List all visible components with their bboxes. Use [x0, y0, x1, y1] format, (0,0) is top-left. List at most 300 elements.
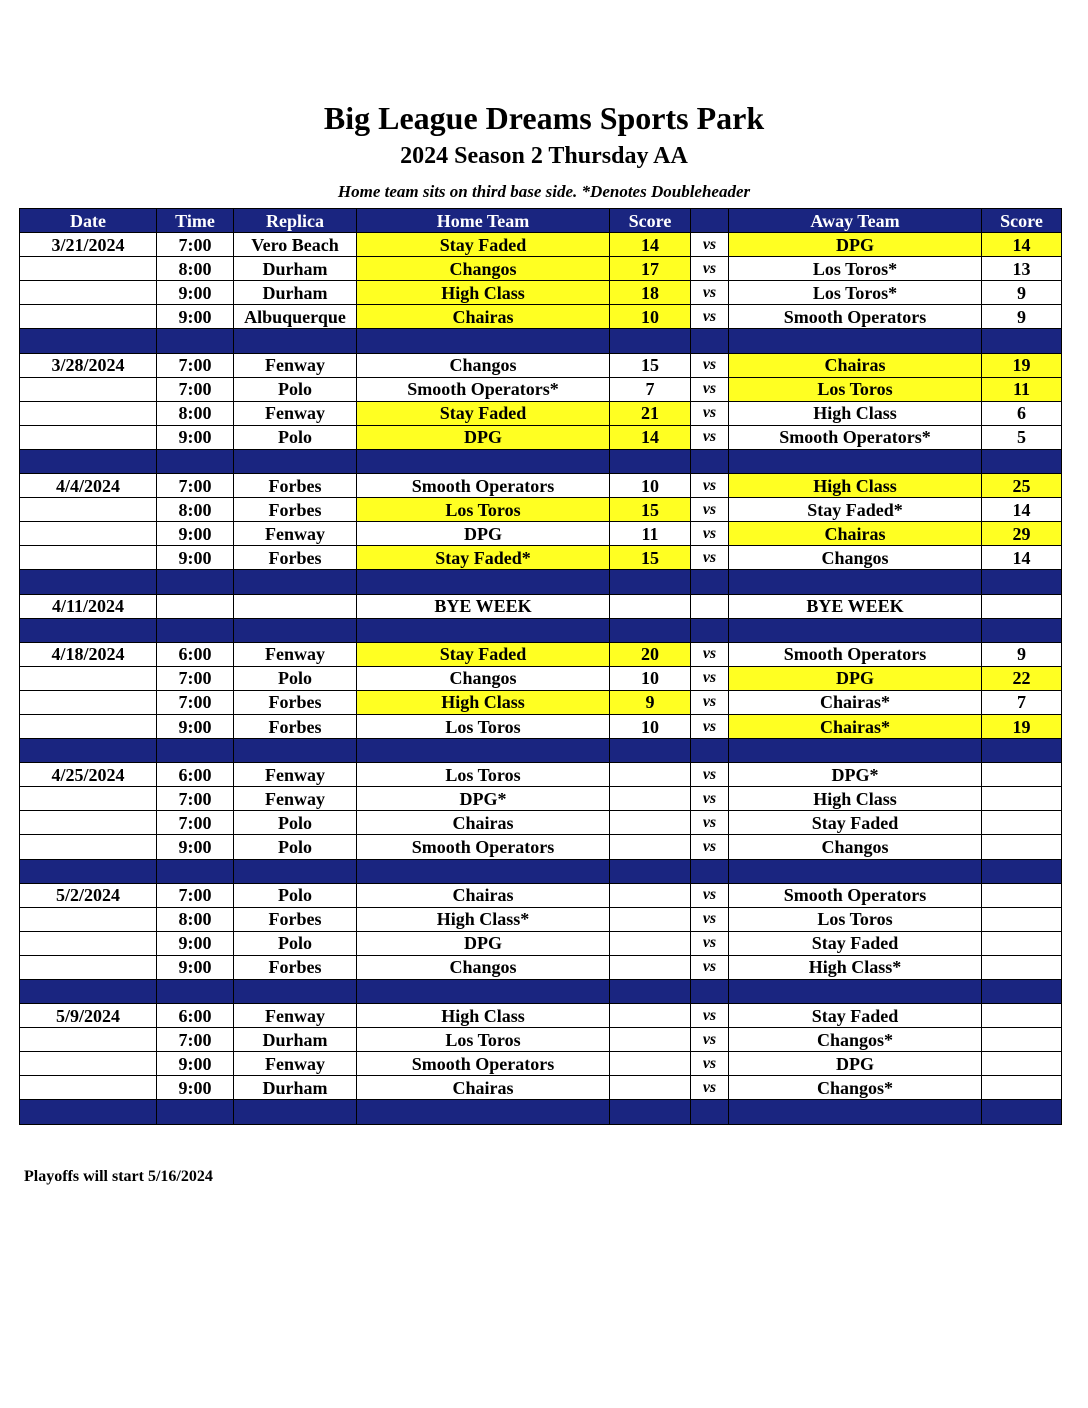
- away-score-cell: 19: [982, 714, 1062, 738]
- home-score-cell: 10: [610, 666, 691, 690]
- separator-cell: [234, 859, 357, 883]
- game-row: [20, 546, 1062, 570]
- separator-cell: [20, 1100, 157, 1124]
- separator-cell: [729, 618, 982, 642]
- away-score-cell: 5: [982, 425, 1062, 449]
- vs-cell: vs: [691, 546, 729, 570]
- playoffs-note: Playoffs will start 5/16/2024: [24, 1168, 213, 1185]
- game-row: [20, 763, 1062, 787]
- separator-cell: [157, 739, 234, 763]
- week-separator-row: [20, 980, 1062, 1004]
- header-vs: [691, 209, 729, 233]
- away-score-cell: [982, 1028, 1062, 1052]
- replica-cell: Polo: [234, 377, 357, 401]
- header-home-score: Score: [610, 209, 691, 233]
- home-score-cell: 20: [610, 642, 691, 666]
- away-score-cell: [982, 931, 1062, 955]
- date-cell: [20, 257, 157, 281]
- away-team-cell: DPG: [729, 666, 982, 690]
- away-team-cell: DPG*: [729, 763, 982, 787]
- separator-cell: [20, 329, 157, 353]
- away-team-cell: Smooth Operators: [729, 883, 982, 907]
- date-cell: [20, 401, 157, 425]
- away-score-cell: 6: [982, 401, 1062, 425]
- away-team-cell: Stay Faded: [729, 1004, 982, 1028]
- game-row: [20, 257, 1062, 281]
- replica-cell: Forbes: [234, 907, 357, 931]
- separator-cell: [982, 859, 1062, 883]
- away-score-cell: [982, 883, 1062, 907]
- date-cell: [20, 1052, 157, 1076]
- separator-cell: [729, 739, 982, 763]
- date-cell: [20, 690, 157, 714]
- home-score-cell: [610, 1076, 691, 1100]
- home-team-cell: High Class*: [357, 907, 610, 931]
- replica-cell: Fenway: [234, 522, 357, 546]
- home-score-cell: 10: [610, 305, 691, 329]
- week-separator-row: [20, 329, 1062, 353]
- schedule-note: Home team sits on third base side. *Denotes Doubleheader: [337, 182, 751, 201]
- home-score-cell: [610, 1052, 691, 1076]
- date-cell: [20, 931, 157, 955]
- separator-cell: [982, 739, 1062, 763]
- replica-cell: Forbes: [234, 690, 357, 714]
- vs-cell: vs: [691, 714, 729, 738]
- header-time: Time: [157, 209, 234, 233]
- date-cell: [20, 714, 157, 738]
- vs-cell: vs: [691, 787, 729, 811]
- separator-cell: [691, 618, 729, 642]
- vs-cell: vs: [691, 811, 729, 835]
- away-team-cell: Stay Faded: [729, 811, 982, 835]
- away-score-cell: 13: [982, 257, 1062, 281]
- separator-cell: [729, 980, 982, 1004]
- home-score-cell: [610, 787, 691, 811]
- separator-cell: [729, 449, 982, 473]
- separator-cell: [157, 859, 234, 883]
- header-replica: Replica: [234, 209, 357, 233]
- home-team-cell: Stay Faded*: [357, 546, 610, 570]
- vs-cell: vs: [691, 666, 729, 690]
- date-cell: [20, 305, 157, 329]
- game-row: [20, 642, 1062, 666]
- game-row: [20, 233, 1062, 257]
- away-score-cell: [982, 1004, 1062, 1028]
- home-team-cell: DPG*: [357, 787, 610, 811]
- time-cell: 9:00: [157, 546, 234, 570]
- home-score-cell: 17: [610, 257, 691, 281]
- replica-cell: Durham: [234, 1028, 357, 1052]
- game-row: [20, 353, 1062, 377]
- time-cell: 7:00: [157, 474, 234, 498]
- game-row: [20, 1004, 1062, 1028]
- time-cell: 8:00: [157, 257, 234, 281]
- away-score-cell: [982, 787, 1062, 811]
- vs-cell: [691, 594, 729, 618]
- date-cell: [20, 1076, 157, 1100]
- away-team-cell: Los Toros*: [729, 257, 982, 281]
- date-cell: 3/21/2024: [20, 233, 157, 257]
- time-cell: 9:00: [157, 522, 234, 546]
- home-team-cell: Smooth Operators: [357, 1052, 610, 1076]
- vs-cell: vs: [691, 425, 729, 449]
- page-subtitle: 2024 Season 2 Thursday AA: [400, 143, 688, 169]
- game-row: [20, 377, 1062, 401]
- away-team-cell: Changos*: [729, 1028, 982, 1052]
- date-cell: 5/9/2024: [20, 1004, 157, 1028]
- home-team-cell: Changos: [357, 955, 610, 979]
- vs-cell: vs: [691, 1004, 729, 1028]
- separator-cell: [729, 570, 982, 594]
- bye-week-row: [20, 594, 1062, 618]
- home-score-cell: 11: [610, 522, 691, 546]
- time-cell: 8:00: [157, 907, 234, 931]
- away-team-cell: Stay Faded*: [729, 498, 982, 522]
- separator-cell: [691, 449, 729, 473]
- away-score-cell: 9: [982, 281, 1062, 305]
- replica-cell: Polo: [234, 666, 357, 690]
- separator-cell: [357, 739, 610, 763]
- time-cell: 7:00: [157, 377, 234, 401]
- away-team-cell: High Class: [729, 787, 982, 811]
- game-row: [20, 931, 1062, 955]
- replica-cell: Albuquerque: [234, 305, 357, 329]
- date-cell: [20, 666, 157, 690]
- separator-cell: [610, 1100, 691, 1124]
- separator-cell: [610, 570, 691, 594]
- game-row: [20, 666, 1062, 690]
- home-score-cell: 15: [610, 353, 691, 377]
- schedule-body: [20, 233, 1062, 1124]
- time-cell: 7:00: [157, 1028, 234, 1052]
- separator-cell: [157, 570, 234, 594]
- away-team-cell: BYE WEEK: [729, 594, 982, 618]
- game-row: [20, 835, 1062, 859]
- separator-cell: [610, 449, 691, 473]
- separator-cell: [357, 449, 610, 473]
- separator-cell: [20, 739, 157, 763]
- replica-cell: Fenway: [234, 763, 357, 787]
- replica-cell: Polo: [234, 425, 357, 449]
- home-team-cell: Changos: [357, 257, 610, 281]
- home-score-cell: [610, 1004, 691, 1028]
- away-score-cell: [982, 594, 1062, 618]
- away-team-cell: High Class: [729, 474, 982, 498]
- home-team-cell: Stay Faded: [357, 401, 610, 425]
- game-row: [20, 474, 1062, 498]
- replica-cell: Vero Beach: [234, 233, 357, 257]
- home-team-cell: Stay Faded: [357, 233, 610, 257]
- home-team-cell: DPG: [357, 931, 610, 955]
- replica-cell: Fenway: [234, 787, 357, 811]
- away-team-cell: Smooth Operators: [729, 305, 982, 329]
- away-team-cell: Changos: [729, 546, 982, 570]
- date-cell: 4/11/2024: [20, 594, 157, 618]
- game-row: [20, 1076, 1062, 1100]
- away-score-cell: 7: [982, 690, 1062, 714]
- home-score-cell: [610, 811, 691, 835]
- time-cell: 9:00: [157, 425, 234, 449]
- home-team-cell: Smooth Operators*: [357, 377, 610, 401]
- separator-cell: [357, 859, 610, 883]
- replica-cell: Durham: [234, 1076, 357, 1100]
- home-score-cell: 9: [610, 690, 691, 714]
- schedule-table: [19, 208, 1062, 1125]
- separator-cell: [234, 1100, 357, 1124]
- time-cell: 9:00: [157, 1076, 234, 1100]
- date-cell: [20, 787, 157, 811]
- separator-cell: [982, 449, 1062, 473]
- away-score-cell: 25: [982, 474, 1062, 498]
- time-cell: 7:00: [157, 666, 234, 690]
- home-score-cell: 10: [610, 474, 691, 498]
- replica-cell: Forbes: [234, 546, 357, 570]
- home-team-cell: Los Toros: [357, 763, 610, 787]
- date-cell: [20, 907, 157, 931]
- vs-cell: vs: [691, 233, 729, 257]
- away-score-cell: 9: [982, 642, 1062, 666]
- week-separator-row: [20, 739, 1062, 763]
- time-cell: 9:00: [157, 714, 234, 738]
- away-score-cell: [982, 955, 1062, 979]
- date-cell: [20, 522, 157, 546]
- away-team-cell: Chairas*: [729, 714, 982, 738]
- time-cell: 7:00: [157, 787, 234, 811]
- time-cell: 7:00: [157, 690, 234, 714]
- replica-cell: Forbes: [234, 474, 357, 498]
- separator-cell: [234, 618, 357, 642]
- separator-cell: [234, 739, 357, 763]
- vs-cell: vs: [691, 401, 729, 425]
- separator-cell: [20, 980, 157, 1004]
- vs-cell: vs: [691, 835, 729, 859]
- game-row: [20, 1028, 1062, 1052]
- away-score-cell: 14: [982, 498, 1062, 522]
- home-team-cell: High Class: [357, 281, 610, 305]
- game-row: [20, 1052, 1062, 1076]
- separator-cell: [691, 739, 729, 763]
- separator-cell: [157, 1100, 234, 1124]
- replica-cell: Polo: [234, 931, 357, 955]
- separator-cell: [357, 618, 610, 642]
- week-separator-row: [20, 859, 1062, 883]
- vs-cell: vs: [691, 1076, 729, 1100]
- time-cell: 6:00: [157, 763, 234, 787]
- away-team-cell: Los Toros: [729, 377, 982, 401]
- away-score-cell: [982, 763, 1062, 787]
- away-team-cell: Smooth Operators: [729, 642, 982, 666]
- home-team-cell: Changos: [357, 666, 610, 690]
- home-score-cell: [610, 1028, 691, 1052]
- game-row: [20, 714, 1062, 738]
- separator-cell: [357, 329, 610, 353]
- home-score-cell: 15: [610, 546, 691, 570]
- date-cell: [20, 498, 157, 522]
- separator-cell: [610, 329, 691, 353]
- time-cell: 9:00: [157, 955, 234, 979]
- date-cell: [20, 377, 157, 401]
- separator-cell: [691, 1100, 729, 1124]
- away-team-cell: Changos*: [729, 1076, 982, 1100]
- separator-cell: [20, 859, 157, 883]
- game-row: [20, 401, 1062, 425]
- separator-cell: [982, 329, 1062, 353]
- separator-cell: [610, 859, 691, 883]
- home-score-cell: 18: [610, 281, 691, 305]
- away-team-cell: Chairas*: [729, 690, 982, 714]
- time-cell: 7:00: [157, 811, 234, 835]
- home-score-cell: 21: [610, 401, 691, 425]
- vs-cell: vs: [691, 642, 729, 666]
- vs-cell: vs: [691, 955, 729, 979]
- home-score-cell: 10: [610, 714, 691, 738]
- away-team-cell: Changos: [729, 835, 982, 859]
- away-score-cell: 29: [982, 522, 1062, 546]
- separator-cell: [982, 570, 1062, 594]
- vs-cell: vs: [691, 257, 729, 281]
- replica-cell: Fenway: [234, 1004, 357, 1028]
- home-team-cell: Chairas: [357, 305, 610, 329]
- header-away-score: Score: [982, 209, 1062, 233]
- date-cell: 5/2/2024: [20, 883, 157, 907]
- date-cell: [20, 1028, 157, 1052]
- separator-cell: [691, 980, 729, 1004]
- away-team-cell: Chairas: [729, 522, 982, 546]
- time-cell: 9:00: [157, 1052, 234, 1076]
- away-score-cell: [982, 835, 1062, 859]
- separator-cell: [729, 1100, 982, 1124]
- date-cell: 3/28/2024: [20, 353, 157, 377]
- table-header-row: [20, 209, 1062, 233]
- replica-cell: Polo: [234, 883, 357, 907]
- separator-cell: [234, 329, 357, 353]
- home-score-cell: [610, 835, 691, 859]
- date-cell: 4/4/2024: [20, 474, 157, 498]
- home-team-cell: Chairas: [357, 811, 610, 835]
- time-cell: [157, 594, 234, 618]
- replica-cell: [234, 594, 357, 618]
- vs-cell: vs: [691, 763, 729, 787]
- home-score-cell: 14: [610, 425, 691, 449]
- separator-cell: [20, 618, 157, 642]
- separator-cell: [982, 618, 1062, 642]
- away-score-cell: 9: [982, 305, 1062, 329]
- separator-cell: [357, 980, 610, 1004]
- away-score-cell: 14: [982, 233, 1062, 257]
- home-score-cell: 15: [610, 498, 691, 522]
- away-score-cell: 22: [982, 666, 1062, 690]
- vs-cell: vs: [691, 907, 729, 931]
- away-score-cell: [982, 907, 1062, 931]
- replica-cell: Fenway: [234, 353, 357, 377]
- separator-cell: [157, 980, 234, 1004]
- date-cell: [20, 281, 157, 305]
- time-cell: 8:00: [157, 498, 234, 522]
- time-cell: 7:00: [157, 883, 234, 907]
- separator-cell: [729, 859, 982, 883]
- replica-cell: Polo: [234, 811, 357, 835]
- time-cell: 9:00: [157, 931, 234, 955]
- date-cell: 4/18/2024: [20, 642, 157, 666]
- time-cell: 8:00: [157, 401, 234, 425]
- replica-cell: Durham: [234, 281, 357, 305]
- time-cell: 7:00: [157, 233, 234, 257]
- time-cell: 6:00: [157, 642, 234, 666]
- away-team-cell: Stay Faded: [729, 931, 982, 955]
- date-cell: [20, 835, 157, 859]
- home-team-cell: Chairas: [357, 883, 610, 907]
- away-score-cell: [982, 811, 1062, 835]
- game-row: [20, 955, 1062, 979]
- replica-cell: Fenway: [234, 642, 357, 666]
- game-row: [20, 907, 1062, 931]
- separator-cell: [20, 570, 157, 594]
- replica-cell: Forbes: [234, 714, 357, 738]
- date-cell: [20, 546, 157, 570]
- vs-cell: vs: [691, 1028, 729, 1052]
- separator-cell: [357, 570, 610, 594]
- time-cell: 7:00: [157, 353, 234, 377]
- week-separator-row: [20, 618, 1062, 642]
- away-team-cell: High Class: [729, 401, 982, 425]
- home-team-cell: BYE WEEK: [357, 594, 610, 618]
- game-row: [20, 811, 1062, 835]
- date-cell: 4/25/2024: [20, 763, 157, 787]
- time-cell: 6:00: [157, 1004, 234, 1028]
- time-cell: 9:00: [157, 835, 234, 859]
- separator-cell: [982, 980, 1062, 1004]
- vs-cell: vs: [691, 498, 729, 522]
- home-team-cell: Changos: [357, 353, 610, 377]
- home-team-cell: DPG: [357, 522, 610, 546]
- home-team-cell: Smooth Operators: [357, 835, 610, 859]
- home-team-cell: Los Toros: [357, 714, 610, 738]
- away-team-cell: Los Toros: [729, 907, 982, 931]
- home-team-cell: High Class: [357, 1004, 610, 1028]
- home-team-cell: Los Toros: [357, 1028, 610, 1052]
- header-home-team: Home Team: [357, 209, 610, 233]
- away-score-cell: 19: [982, 353, 1062, 377]
- separator-cell: [157, 449, 234, 473]
- vs-cell: vs: [691, 522, 729, 546]
- home-team-cell: DPG: [357, 425, 610, 449]
- separator-cell: [729, 329, 982, 353]
- header-away-team: Away Team: [729, 209, 982, 233]
- vs-cell: vs: [691, 377, 729, 401]
- separator-cell: [691, 570, 729, 594]
- away-team-cell: Chairas: [729, 353, 982, 377]
- replica-cell: Durham: [234, 257, 357, 281]
- separator-cell: [691, 859, 729, 883]
- home-score-cell: [610, 931, 691, 955]
- separator-cell: [20, 449, 157, 473]
- replica-cell: Forbes: [234, 955, 357, 979]
- home-team-cell: High Class: [357, 690, 610, 714]
- week-separator-row: [20, 570, 1062, 594]
- home-score-cell: [610, 883, 691, 907]
- separator-cell: [234, 980, 357, 1004]
- home-score-cell: 7: [610, 377, 691, 401]
- replica-cell: Fenway: [234, 401, 357, 425]
- vs-cell: vs: [691, 883, 729, 907]
- separator-cell: [157, 618, 234, 642]
- home-score-cell: [610, 763, 691, 787]
- home-score-cell: [610, 955, 691, 979]
- vs-cell: vs: [691, 1052, 729, 1076]
- away-score-cell: 11: [982, 377, 1062, 401]
- vs-cell: vs: [691, 305, 729, 329]
- game-row: [20, 498, 1062, 522]
